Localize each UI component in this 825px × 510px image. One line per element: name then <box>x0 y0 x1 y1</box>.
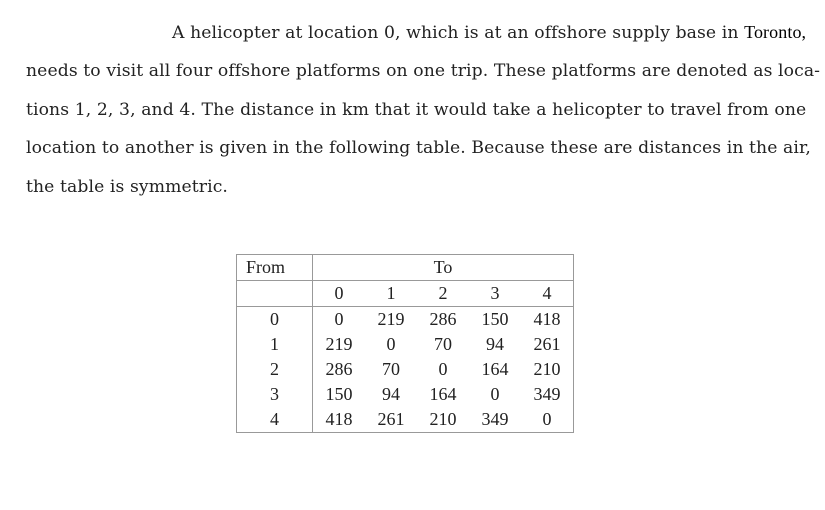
table-row <box>237 407 574 433</box>
table-cell: 164 <box>429 384 457 404</box>
table-row <box>237 357 574 382</box>
table-cell: 219 <box>377 309 405 329</box>
row-label: 3 <box>237 382 313 407</box>
paragraph-line-2: needs to visit all four offshore platforms on one trip. These platforms are denoted as loca- <box>26 61 821 81</box>
row-label: 2 <box>237 357 313 382</box>
row-label: 0 <box>237 307 313 333</box>
table-cell: 70 <box>434 334 452 354</box>
table-cell: 349 <box>469 407 521 433</box>
table-cell: 219 <box>325 334 353 354</box>
table-cell: 0 <box>521 407 574 433</box>
table-row <box>237 307 574 333</box>
table-cell: 286 <box>325 359 353 379</box>
table-cell: 261 <box>521 332 574 357</box>
column-header: 4 <box>521 281 574 307</box>
inserted-location-text: Toronto, <box>744 22 807 42</box>
row-label: 4 <box>237 407 313 433</box>
column-header: 1 <box>365 281 417 307</box>
table-cell: 150 <box>325 384 353 404</box>
paragraph-line-4: location to another is given in the following table. Because these are distances in the air, <box>26 138 811 158</box>
column-header-row <box>237 281 574 307</box>
table-cell: 0 <box>386 334 396 354</box>
table-cell: 210 <box>417 407 469 433</box>
to-header: To <box>313 255 574 281</box>
table-cell: 418 <box>521 307 574 333</box>
column-header-spacer <box>237 281 313 307</box>
table-title-row <box>237 255 574 281</box>
table-cell: 210 <box>521 357 574 382</box>
from-header: From <box>237 255 313 281</box>
line-1-text: A helicopter at location 0, which is at an offshore supply base in <box>172 23 745 43</box>
table-cell: 150 <box>481 309 509 329</box>
column-header: 0 <box>313 281 366 307</box>
table-cell: 164 <box>481 359 509 379</box>
table-cell: 70 <box>382 359 400 379</box>
row-label: 1 <box>237 332 313 357</box>
column-header: 3 <box>469 281 521 307</box>
table-cell: 286 <box>429 309 457 329</box>
distance-table-container <box>236 254 574 433</box>
table-cell: 418 <box>313 407 366 433</box>
column-header: 2 <box>417 281 469 307</box>
distance-table <box>236 254 574 433</box>
table-row <box>237 332 574 357</box>
paragraph-line-5: the table is symmetric. <box>26 177 228 197</box>
table-cell: 349 <box>521 382 574 407</box>
paragraph-line-3: tions 1, 2, 3, and 4. The distance in km that it would take a helicopter to travel from one <box>26 100 807 120</box>
table-cell: 94 <box>486 334 504 354</box>
table-cell: 0 <box>490 384 500 404</box>
table-cell: 0 <box>334 309 344 329</box>
table-cell: 0 <box>438 359 448 379</box>
paragraph-line-1 <box>172 20 806 45</box>
table-cell: 261 <box>365 407 417 433</box>
table-row <box>237 382 574 407</box>
table-cell: 94 <box>382 384 400 404</box>
